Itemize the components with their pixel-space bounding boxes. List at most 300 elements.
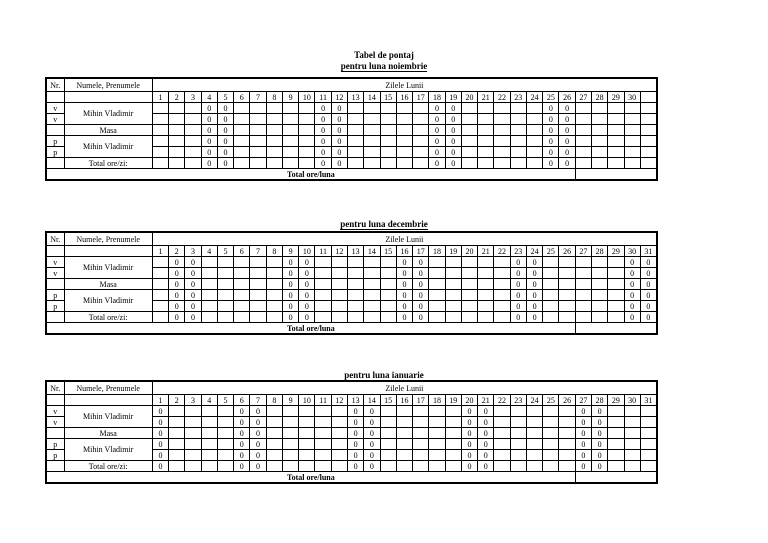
day-cell[interactable] — [526, 450, 542, 461]
day-cell[interactable]: 0 — [152, 450, 168, 461]
day-cell[interactable] — [461, 290, 477, 301]
day-cell[interactable] — [234, 158, 250, 169]
day-cell[interactable] — [640, 114, 657, 125]
day-cell[interactable] — [201, 417, 217, 428]
day-cell[interactable] — [445, 439, 461, 450]
day-cell[interactable] — [250, 125, 266, 136]
day-cell[interactable] — [299, 450, 315, 461]
day-cell[interactable]: 0 — [510, 257, 526, 268]
day-cell[interactable]: 0 — [250, 450, 266, 461]
day-cell[interactable] — [282, 417, 298, 428]
day-cell[interactable] — [510, 439, 526, 450]
day-cell[interactable] — [331, 439, 347, 450]
day-cell[interactable]: 0 — [640, 301, 657, 312]
day-cell[interactable] — [331, 257, 347, 268]
day-cell[interactable] — [624, 428, 640, 439]
day-cell[interactable]: 0 — [445, 103, 461, 114]
day-cell[interactable] — [364, 257, 380, 268]
day-cell[interactable]: 0 — [413, 312, 429, 323]
day-cell[interactable] — [266, 290, 282, 301]
day-cell[interactable] — [315, 428, 331, 439]
day-cell[interactable] — [266, 147, 282, 158]
day-cell[interactable] — [575, 136, 591, 147]
day-cell[interactable] — [169, 461, 185, 472]
day-cell[interactable] — [510, 406, 526, 417]
day-cell[interactable]: 0 — [526, 290, 542, 301]
day-cell[interactable] — [445, 461, 461, 472]
day-cell[interactable] — [478, 114, 494, 125]
day-cell[interactable] — [380, 125, 396, 136]
day-cell[interactable] — [543, 406, 559, 417]
day-cell[interactable] — [266, 428, 282, 439]
day-cell[interactable] — [364, 158, 380, 169]
day-cell[interactable]: 0 — [478, 406, 494, 417]
day-cell[interactable]: 0 — [592, 406, 608, 417]
day-cell[interactable] — [152, 279, 168, 290]
day-cell[interactable] — [234, 279, 250, 290]
day-cell[interactable]: 0 — [478, 428, 494, 439]
day-cell[interactable]: 0 — [185, 257, 201, 268]
day-cell[interactable] — [217, 439, 233, 450]
day-cell[interactable] — [169, 125, 185, 136]
day-cell[interactable]: 0 — [429, 103, 445, 114]
day-cell[interactable]: 0 — [592, 428, 608, 439]
day-cell[interactable] — [315, 279, 331, 290]
day-cell[interactable]: 0 — [217, 125, 233, 136]
day-cell[interactable] — [592, 125, 608, 136]
day-cell[interactable]: 0 — [185, 312, 201, 323]
day-cell[interactable] — [234, 147, 250, 158]
day-cell[interactable] — [152, 147, 168, 158]
day-cell[interactable] — [185, 125, 201, 136]
day-cell[interactable] — [624, 114, 640, 125]
day-cell[interactable] — [185, 450, 201, 461]
day-cell[interactable] — [592, 114, 608, 125]
day-cell[interactable] — [510, 136, 526, 147]
day-cell[interactable] — [461, 114, 477, 125]
day-cell[interactable] — [201, 461, 217, 472]
day-cell[interactable] — [315, 257, 331, 268]
day-cell[interactable] — [250, 136, 266, 147]
day-cell[interactable] — [543, 461, 559, 472]
day-cell[interactable]: 0 — [169, 290, 185, 301]
day-cell[interactable] — [234, 136, 250, 147]
day-cell[interactable] — [331, 417, 347, 428]
day-cell[interactable]: 0 — [234, 417, 250, 428]
day-cell[interactable] — [396, 439, 412, 450]
day-cell[interactable] — [185, 428, 201, 439]
day-cell[interactable] — [494, 428, 510, 439]
day-cell[interactable] — [461, 268, 477, 279]
day-cell[interactable]: 0 — [331, 158, 347, 169]
day-cell[interactable] — [348, 136, 364, 147]
day-cell[interactable] — [494, 450, 510, 461]
day-cell[interactable] — [624, 450, 640, 461]
day-cell[interactable]: 0 — [234, 450, 250, 461]
day-cell[interactable] — [592, 158, 608, 169]
day-cell[interactable] — [250, 312, 266, 323]
day-cell[interactable]: 0 — [478, 439, 494, 450]
day-cell[interactable]: 0 — [575, 417, 591, 428]
day-cell[interactable] — [429, 428, 445, 439]
day-cell[interactable] — [364, 147, 380, 158]
day-cell[interactable] — [185, 439, 201, 450]
day-cell[interactable] — [608, 114, 624, 125]
day-cell[interactable]: 0 — [217, 136, 233, 147]
day-cell[interactable] — [543, 290, 559, 301]
day-cell[interactable] — [624, 136, 640, 147]
day-cell[interactable]: 0 — [217, 103, 233, 114]
day-cell[interactable]: 0 — [429, 125, 445, 136]
day-cell[interactable] — [266, 158, 282, 169]
day-cell[interactable]: 0 — [364, 461, 380, 472]
day-cell[interactable]: 0 — [201, 125, 217, 136]
day-cell[interactable] — [445, 428, 461, 439]
day-cell[interactable] — [543, 312, 559, 323]
day-cell[interactable]: 0 — [445, 114, 461, 125]
day-cell[interactable] — [413, 158, 429, 169]
day-cell[interactable] — [217, 301, 233, 312]
day-cell[interactable] — [575, 257, 591, 268]
day-cell[interactable] — [461, 257, 477, 268]
day-cell[interactable] — [640, 428, 657, 439]
day-cell[interactable]: 0 — [152, 439, 168, 450]
day-cell[interactable] — [543, 450, 559, 461]
day-cell[interactable] — [592, 136, 608, 147]
day-cell[interactable]: 0 — [624, 301, 640, 312]
day-cell[interactable] — [429, 312, 445, 323]
day-cell[interactable] — [169, 114, 185, 125]
day-cell[interactable]: 0 — [640, 257, 657, 268]
day-cell[interactable] — [299, 406, 315, 417]
day-cell[interactable] — [608, 301, 624, 312]
day-cell[interactable]: 0 — [624, 312, 640, 323]
day-cell[interactable] — [624, 417, 640, 428]
day-cell[interactable] — [266, 461, 282, 472]
day-cell[interactable] — [640, 103, 657, 114]
day-cell[interactable] — [201, 312, 217, 323]
day-cell[interactable]: 0 — [250, 439, 266, 450]
day-cell[interactable] — [299, 125, 315, 136]
day-cell[interactable]: 0 — [559, 136, 575, 147]
day-cell[interactable] — [494, 279, 510, 290]
day-cell[interactable] — [494, 257, 510, 268]
day-cell[interactable]: 0 — [201, 136, 217, 147]
day-cell[interactable] — [510, 114, 526, 125]
day-cell[interactable]: 0 — [510, 290, 526, 301]
day-cell[interactable] — [152, 136, 168, 147]
day-cell[interactable] — [299, 439, 315, 450]
day-cell[interactable]: 0 — [234, 428, 250, 439]
day-cell[interactable]: 0 — [624, 257, 640, 268]
day-cell[interactable] — [608, 279, 624, 290]
day-cell[interactable] — [526, 136, 542, 147]
day-cell[interactable] — [282, 461, 298, 472]
day-cell[interactable]: 0 — [364, 428, 380, 439]
day-cell[interactable] — [445, 257, 461, 268]
day-cell[interactable]: 0 — [315, 114, 331, 125]
day-cell[interactable] — [315, 268, 331, 279]
day-cell[interactable] — [526, 417, 542, 428]
day-cell[interactable]: 0 — [185, 279, 201, 290]
day-cell[interactable]: 0 — [169, 279, 185, 290]
day-cell[interactable]: 0 — [413, 268, 429, 279]
day-cell[interactable] — [396, 103, 412, 114]
total-month-value[interactable] — [575, 169, 657, 181]
day-cell[interactable] — [478, 279, 494, 290]
day-cell[interactable] — [185, 136, 201, 147]
day-cell[interactable] — [348, 147, 364, 158]
day-cell[interactable] — [494, 103, 510, 114]
day-cell[interactable]: 0 — [396, 279, 412, 290]
day-cell[interactable] — [185, 417, 201, 428]
day-cell[interactable] — [315, 312, 331, 323]
day-cell[interactable] — [201, 428, 217, 439]
day-cell[interactable] — [461, 125, 477, 136]
day-cell[interactable] — [445, 406, 461, 417]
day-cell[interactable] — [169, 147, 185, 158]
day-cell[interactable] — [510, 428, 526, 439]
day-cell[interactable] — [559, 268, 575, 279]
day-cell[interactable] — [413, 428, 429, 439]
day-cell[interactable] — [478, 103, 494, 114]
day-cell[interactable] — [559, 461, 575, 472]
day-cell[interactable] — [152, 290, 168, 301]
day-cell[interactable] — [217, 290, 233, 301]
day-cell[interactable]: 0 — [201, 147, 217, 158]
day-cell[interactable] — [299, 147, 315, 158]
day-cell[interactable] — [234, 268, 250, 279]
day-cell[interactable] — [608, 461, 624, 472]
day-cell[interactable]: 0 — [510, 301, 526, 312]
day-cell[interactable]: 0 — [592, 450, 608, 461]
day-cell[interactable] — [282, 125, 298, 136]
day-cell[interactable]: 0 — [413, 279, 429, 290]
day-cell[interactable] — [608, 268, 624, 279]
day-cell[interactable] — [380, 290, 396, 301]
day-cell[interactable] — [169, 417, 185, 428]
day-cell[interactable] — [152, 125, 168, 136]
day-cell[interactable]: 0 — [429, 147, 445, 158]
day-cell[interactable] — [429, 279, 445, 290]
day-cell[interactable]: 0 — [201, 103, 217, 114]
day-cell[interactable] — [396, 125, 412, 136]
day-cell[interactable] — [217, 406, 233, 417]
day-cell[interactable]: 0 — [282, 257, 298, 268]
day-cell[interactable] — [640, 439, 657, 450]
day-cell[interactable] — [169, 428, 185, 439]
day-cell[interactable]: 0 — [152, 406, 168, 417]
day-cell[interactable] — [396, 428, 412, 439]
day-cell[interactable] — [348, 158, 364, 169]
day-cell[interactable] — [608, 103, 624, 114]
day-cell[interactable] — [169, 450, 185, 461]
day-cell[interactable]: 0 — [364, 406, 380, 417]
day-cell[interactable] — [478, 125, 494, 136]
day-cell[interactable] — [575, 114, 591, 125]
day-cell[interactable] — [152, 114, 168, 125]
day-cell[interactable] — [445, 450, 461, 461]
day-cell[interactable]: 0 — [348, 417, 364, 428]
day-cell[interactable] — [152, 268, 168, 279]
day-cell[interactable]: 0 — [575, 406, 591, 417]
day-cell[interactable] — [217, 312, 233, 323]
day-cell[interactable] — [348, 103, 364, 114]
day-cell[interactable]: 0 — [526, 257, 542, 268]
day-cell[interactable] — [478, 158, 494, 169]
day-cell[interactable]: 0 — [331, 147, 347, 158]
day-cell[interactable] — [348, 257, 364, 268]
day-cell[interactable]: 0 — [429, 136, 445, 147]
day-cell[interactable] — [445, 268, 461, 279]
day-cell[interactable] — [201, 290, 217, 301]
day-cell[interactable] — [380, 103, 396, 114]
day-cell[interactable]: 0 — [543, 114, 559, 125]
day-cell[interactable] — [201, 301, 217, 312]
day-cell[interactable] — [478, 301, 494, 312]
day-cell[interactable] — [250, 147, 266, 158]
day-cell[interactable] — [429, 406, 445, 417]
day-cell[interactable]: 0 — [250, 461, 266, 472]
day-cell[interactable] — [315, 450, 331, 461]
day-cell[interactable]: 0 — [299, 257, 315, 268]
day-cell[interactable]: 0 — [559, 114, 575, 125]
day-cell[interactable]: 0 — [478, 417, 494, 428]
day-cell[interactable]: 0 — [559, 158, 575, 169]
day-cell[interactable] — [380, 417, 396, 428]
day-cell[interactable] — [250, 290, 266, 301]
day-cell[interactable] — [250, 279, 266, 290]
day-cell[interactable] — [234, 125, 250, 136]
day-cell[interactable] — [282, 103, 298, 114]
day-cell[interactable]: 0 — [543, 103, 559, 114]
day-cell[interactable] — [217, 257, 233, 268]
day-cell[interactable] — [266, 114, 282, 125]
day-cell[interactable]: 0 — [461, 406, 477, 417]
day-cell[interactable] — [429, 417, 445, 428]
day-cell[interactable] — [559, 450, 575, 461]
day-cell[interactable] — [413, 406, 429, 417]
day-cell[interactable] — [624, 439, 640, 450]
day-cell[interactable]: 0 — [396, 257, 412, 268]
day-cell[interactable] — [461, 147, 477, 158]
day-cell[interactable] — [510, 461, 526, 472]
day-cell[interactable] — [266, 279, 282, 290]
day-cell[interactable] — [217, 461, 233, 472]
day-cell[interactable] — [494, 301, 510, 312]
day-cell[interactable] — [217, 268, 233, 279]
day-cell[interactable] — [250, 114, 266, 125]
day-cell[interactable] — [364, 279, 380, 290]
day-cell[interactable]: 0 — [526, 279, 542, 290]
day-cell[interactable] — [266, 136, 282, 147]
day-cell[interactable] — [396, 417, 412, 428]
day-cell[interactable] — [250, 257, 266, 268]
day-cell[interactable] — [201, 439, 217, 450]
day-cell[interactable] — [494, 290, 510, 301]
day-cell[interactable]: 0 — [348, 406, 364, 417]
day-cell[interactable]: 0 — [640, 290, 657, 301]
day-cell[interactable]: 0 — [331, 136, 347, 147]
day-cell[interactable] — [315, 439, 331, 450]
day-cell[interactable] — [559, 439, 575, 450]
day-cell[interactable]: 0 — [624, 268, 640, 279]
day-cell[interactable] — [331, 301, 347, 312]
day-cell[interactable] — [331, 279, 347, 290]
day-cell[interactable]: 0 — [315, 136, 331, 147]
day-cell[interactable]: 0 — [299, 268, 315, 279]
day-cell[interactable]: 0 — [559, 125, 575, 136]
day-cell[interactable] — [250, 158, 266, 169]
day-cell[interactable] — [217, 450, 233, 461]
day-cell[interactable]: 0 — [315, 103, 331, 114]
day-cell[interactable] — [429, 268, 445, 279]
day-cell[interactable] — [413, 103, 429, 114]
day-cell[interactable] — [315, 461, 331, 472]
day-cell[interactable] — [364, 125, 380, 136]
day-cell[interactable] — [575, 290, 591, 301]
day-cell[interactable]: 0 — [348, 461, 364, 472]
day-cell[interactable] — [282, 439, 298, 450]
day-cell[interactable]: 0 — [461, 450, 477, 461]
day-cell[interactable] — [380, 428, 396, 439]
day-cell[interactable] — [331, 428, 347, 439]
day-cell[interactable]: 0 — [152, 428, 168, 439]
day-cell[interactable] — [624, 125, 640, 136]
day-cell[interactable] — [234, 312, 250, 323]
day-cell[interactable] — [624, 147, 640, 158]
day-cell[interactable] — [396, 450, 412, 461]
day-cell[interactable] — [461, 103, 477, 114]
day-cell[interactable] — [201, 268, 217, 279]
day-cell[interactable] — [152, 312, 168, 323]
day-cell[interactable] — [413, 125, 429, 136]
day-cell[interactable] — [429, 257, 445, 268]
day-cell[interactable] — [266, 125, 282, 136]
day-cell[interactable] — [543, 428, 559, 439]
day-cell[interactable] — [299, 428, 315, 439]
day-cell[interactable]: 0 — [364, 439, 380, 450]
day-cell[interactable]: 0 — [592, 461, 608, 472]
day-cell[interactable] — [315, 301, 331, 312]
day-cell[interactable] — [575, 147, 591, 158]
day-cell[interactable] — [413, 439, 429, 450]
day-cell[interactable] — [429, 439, 445, 450]
day-cell[interactable] — [364, 301, 380, 312]
day-cell[interactable]: 0 — [185, 301, 201, 312]
day-cell[interactable] — [608, 125, 624, 136]
day-cell[interactable] — [494, 147, 510, 158]
day-cell[interactable] — [380, 158, 396, 169]
day-cell[interactable] — [396, 406, 412, 417]
day-cell[interactable] — [494, 417, 510, 428]
day-cell[interactable] — [315, 290, 331, 301]
day-cell[interactable] — [592, 268, 608, 279]
day-cell[interactable] — [592, 301, 608, 312]
day-cell[interactable] — [234, 103, 250, 114]
day-cell[interactable]: 0 — [510, 268, 526, 279]
day-cell[interactable] — [608, 439, 624, 450]
day-cell[interactable]: 0 — [445, 136, 461, 147]
day-cell[interactable]: 0 — [169, 268, 185, 279]
day-cell[interactable] — [380, 450, 396, 461]
day-cell[interactable]: 0 — [445, 125, 461, 136]
day-cell[interactable] — [413, 147, 429, 158]
day-cell[interactable]: 0 — [396, 312, 412, 323]
day-cell[interactable] — [169, 103, 185, 114]
day-cell[interactable]: 0 — [429, 158, 445, 169]
day-cell[interactable]: 0 — [250, 417, 266, 428]
